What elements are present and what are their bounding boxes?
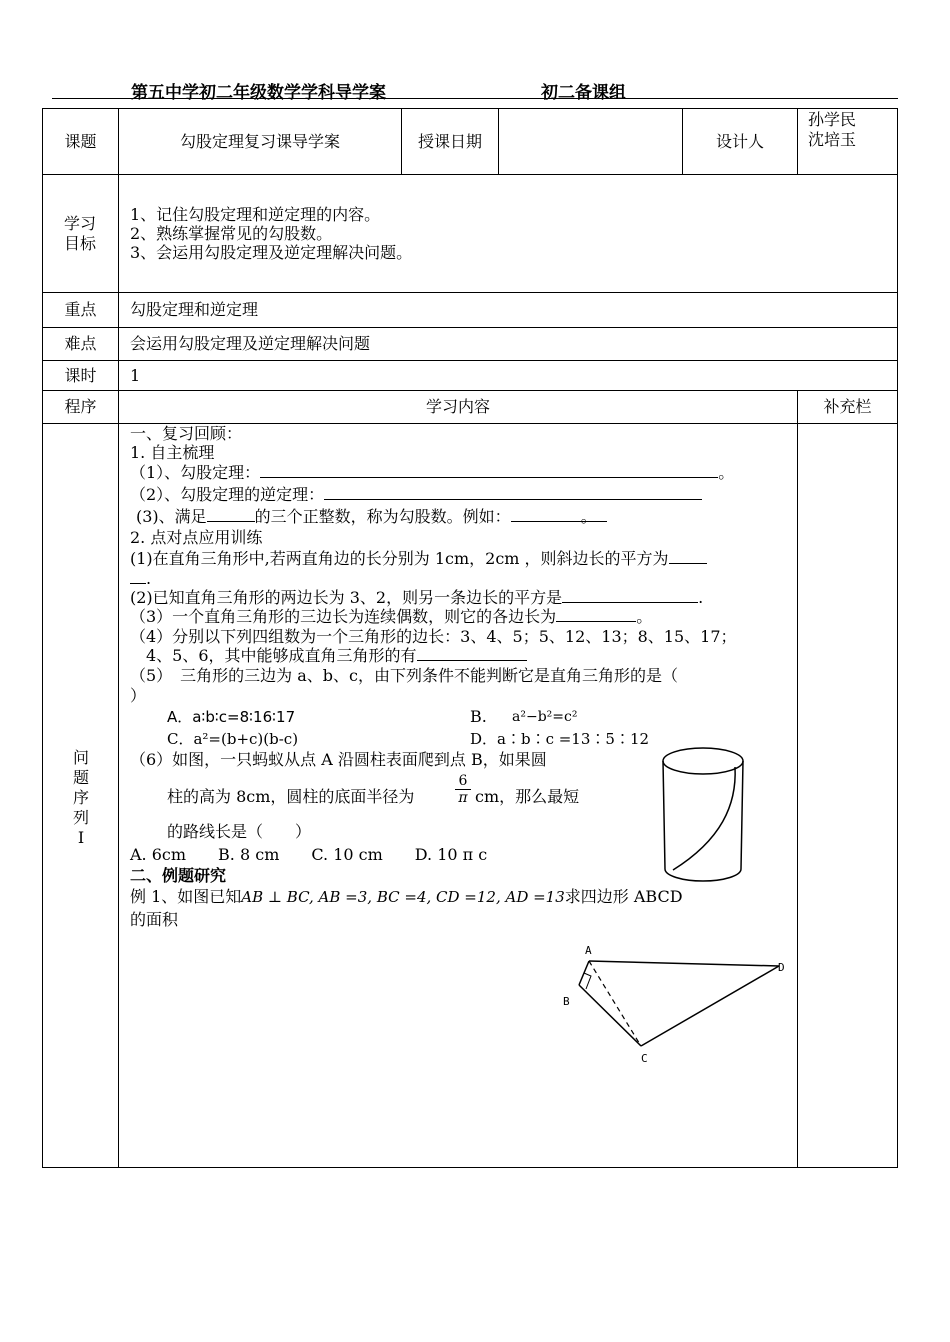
goals-label-line1: 学习 [64,214,97,233]
q3-text-b: 的三个正整数，称为勾股数。例如： [254,507,511,526]
key-label: 重点 [64,300,97,319]
p1-end: . [146,569,152,588]
designer-name-1: 孙学民 [808,110,857,129]
cylinder-top [663,748,743,774]
cylinder-right-edge [741,761,743,869]
q1 [130,463,734,483]
p6-fraction [455,773,471,806]
date-label: 授课日期 [417,131,482,151]
goal-2: 2、熟练掌握常见的勾股数。 [130,224,333,243]
hours-label: 课时 [64,365,97,385]
p6-line1: （6）如图，一只蚂蚁从点 A 沿圆柱表面爬到点 B，如果圆 [130,750,547,769]
goal-1: 1、记住勾股定理和逆定理的内容。 [130,205,381,224]
date-value [499,109,682,174]
section2-title: 2. 点对点应用训练 [130,528,263,547]
p1-blank[interactable] [669,549,707,564]
q1-end: 。 [718,463,735,482]
example1-intro: 例 1、如图已知 [130,887,242,906]
procedure-label: 程序 [64,397,97,416]
label-b: B [563,995,570,1008]
designer-name-2: 沈培玉 [808,130,857,149]
sequence-char: 题 [72,768,89,787]
designer-label: 设计人 [715,131,764,151]
p1-cont [130,569,151,589]
difficulty-value: 会运用勾股定理及逆定理解决问题 [130,334,371,353]
p4-line2-text: 4、5、6，其中能够成直角三角形的有 [146,646,417,665]
q3-end: 。 [580,507,597,526]
p3 [130,607,652,627]
q3-blank-tail [597,507,607,522]
option-d: D．a∶b∶c =13∶5∶12 [470,730,650,748]
p6-line3: 的路线长是（ ） [167,822,312,841]
group-title: 初二备课组 [541,83,626,103]
p4-blank[interactable] [417,646,527,661]
difficulty-label: 难点 [64,334,97,353]
sequence-char: 序 [72,788,89,807]
label-d: D [778,961,785,974]
topic-label: 课题 [64,131,97,151]
label-c: C [641,1052,648,1065]
q1-text: （1）、勾股定理： [130,463,261,482]
p1 [130,549,707,569]
example1-math: AB ⊥ BC, AB =3, BC =4, CD =12, AD =13 [241,888,565,906]
school-title: 第五中学初二年级数学学科导学案 [131,83,386,103]
cylinder-bottom [665,869,741,881]
p3-text: （3）一个直角三角形的三边长为连续偶数，则它的各边长为 [130,607,557,626]
q2-blank[interactable] [324,485,702,500]
example1-ask: 求四边形 ABCD [564,887,683,906]
q3-blank-1[interactable] [207,507,255,522]
sequence-char: 列 [72,808,89,827]
p6-line2b: cm，那么最短 [475,787,580,806]
option-a: A．a∶b∶c=8∶16∶17 [167,708,296,726]
fraction-denominator: π [458,790,468,806]
p3-blank[interactable] [556,607,636,622]
cylinder-left-edge [663,761,665,869]
example1 [130,887,683,907]
header-rule [52,98,898,99]
section3-title: 二、例题研究 [130,866,227,885]
p6-options: A. 6cm B. 8 cm C. 10 cm D. 10 π c [130,845,488,864]
q2 [130,485,702,505]
fraction-numerator: 6 [455,773,471,790]
sequence-label [70,748,92,848]
goal-3: 3、会运用勾股定理及逆定理解决问题。 [130,243,413,262]
key-value: 勾股定理和逆定理 [130,300,259,319]
p1-blank-cont[interactable] [130,569,146,584]
q1-blank[interactable] [260,463,718,478]
q3-blank-2[interactable] [511,507,581,522]
p6-line2a: 柱的高为 8cm，圆柱的底面半径为 [167,787,415,806]
p2 [130,588,703,608]
q2-text: （2）、勾股定理的逆定理： [130,485,325,504]
content-label: 学习内容 [425,397,490,416]
p2-text: (2)已知直角三角形的两边长为 3、2，则另一条边长的平方是 [130,588,563,607]
p4-line2 [146,646,527,666]
p1-text: (1)在直角三角形中,若两直角边的长分别为 1cm，2cm ，则斜边长的平方为 [130,549,669,568]
section1-title: 一、复习回顾： [130,424,243,443]
p2-end: . [698,588,704,607]
p5: （5） 三角形的三边为 a、b、c，由下列条件不能判断它是直角三角形的是（ [130,666,679,685]
p2-blank[interactable] [562,588,698,603]
ant-path [673,767,735,870]
goals-label-line2: 目标 [64,234,97,253]
example1-line2: 的面积 [130,910,179,929]
cylinder-figure [661,745,751,885]
label-a: A [585,944,592,957]
p5-line2: ） [130,686,147,705]
sequence-char: 问 [72,748,89,767]
supplement-label: 补充栏 [823,397,872,416]
q3-text-a: (3)、满足 [136,507,207,526]
option-b: a²−b²=c² [512,709,578,725]
hours-value: 1 [130,365,141,385]
sequence-char: Ⅰ [77,828,85,847]
p3-end: 。 [636,607,653,626]
topic-value: 勾股定理复习课导学案 [179,131,340,151]
p4: （4）分别以下列四组数为一个三角形的边长：3、4、5；5、12、13；8、15、17； [130,627,737,646]
option-c: C．a²=(b+c)(b-c) [167,730,299,748]
section1-sub: 1. 自主梳理 [130,443,215,462]
q3 [136,507,607,527]
option-b-prefix: B. [470,707,487,726]
quadrilateral-figure [555,938,795,1068]
